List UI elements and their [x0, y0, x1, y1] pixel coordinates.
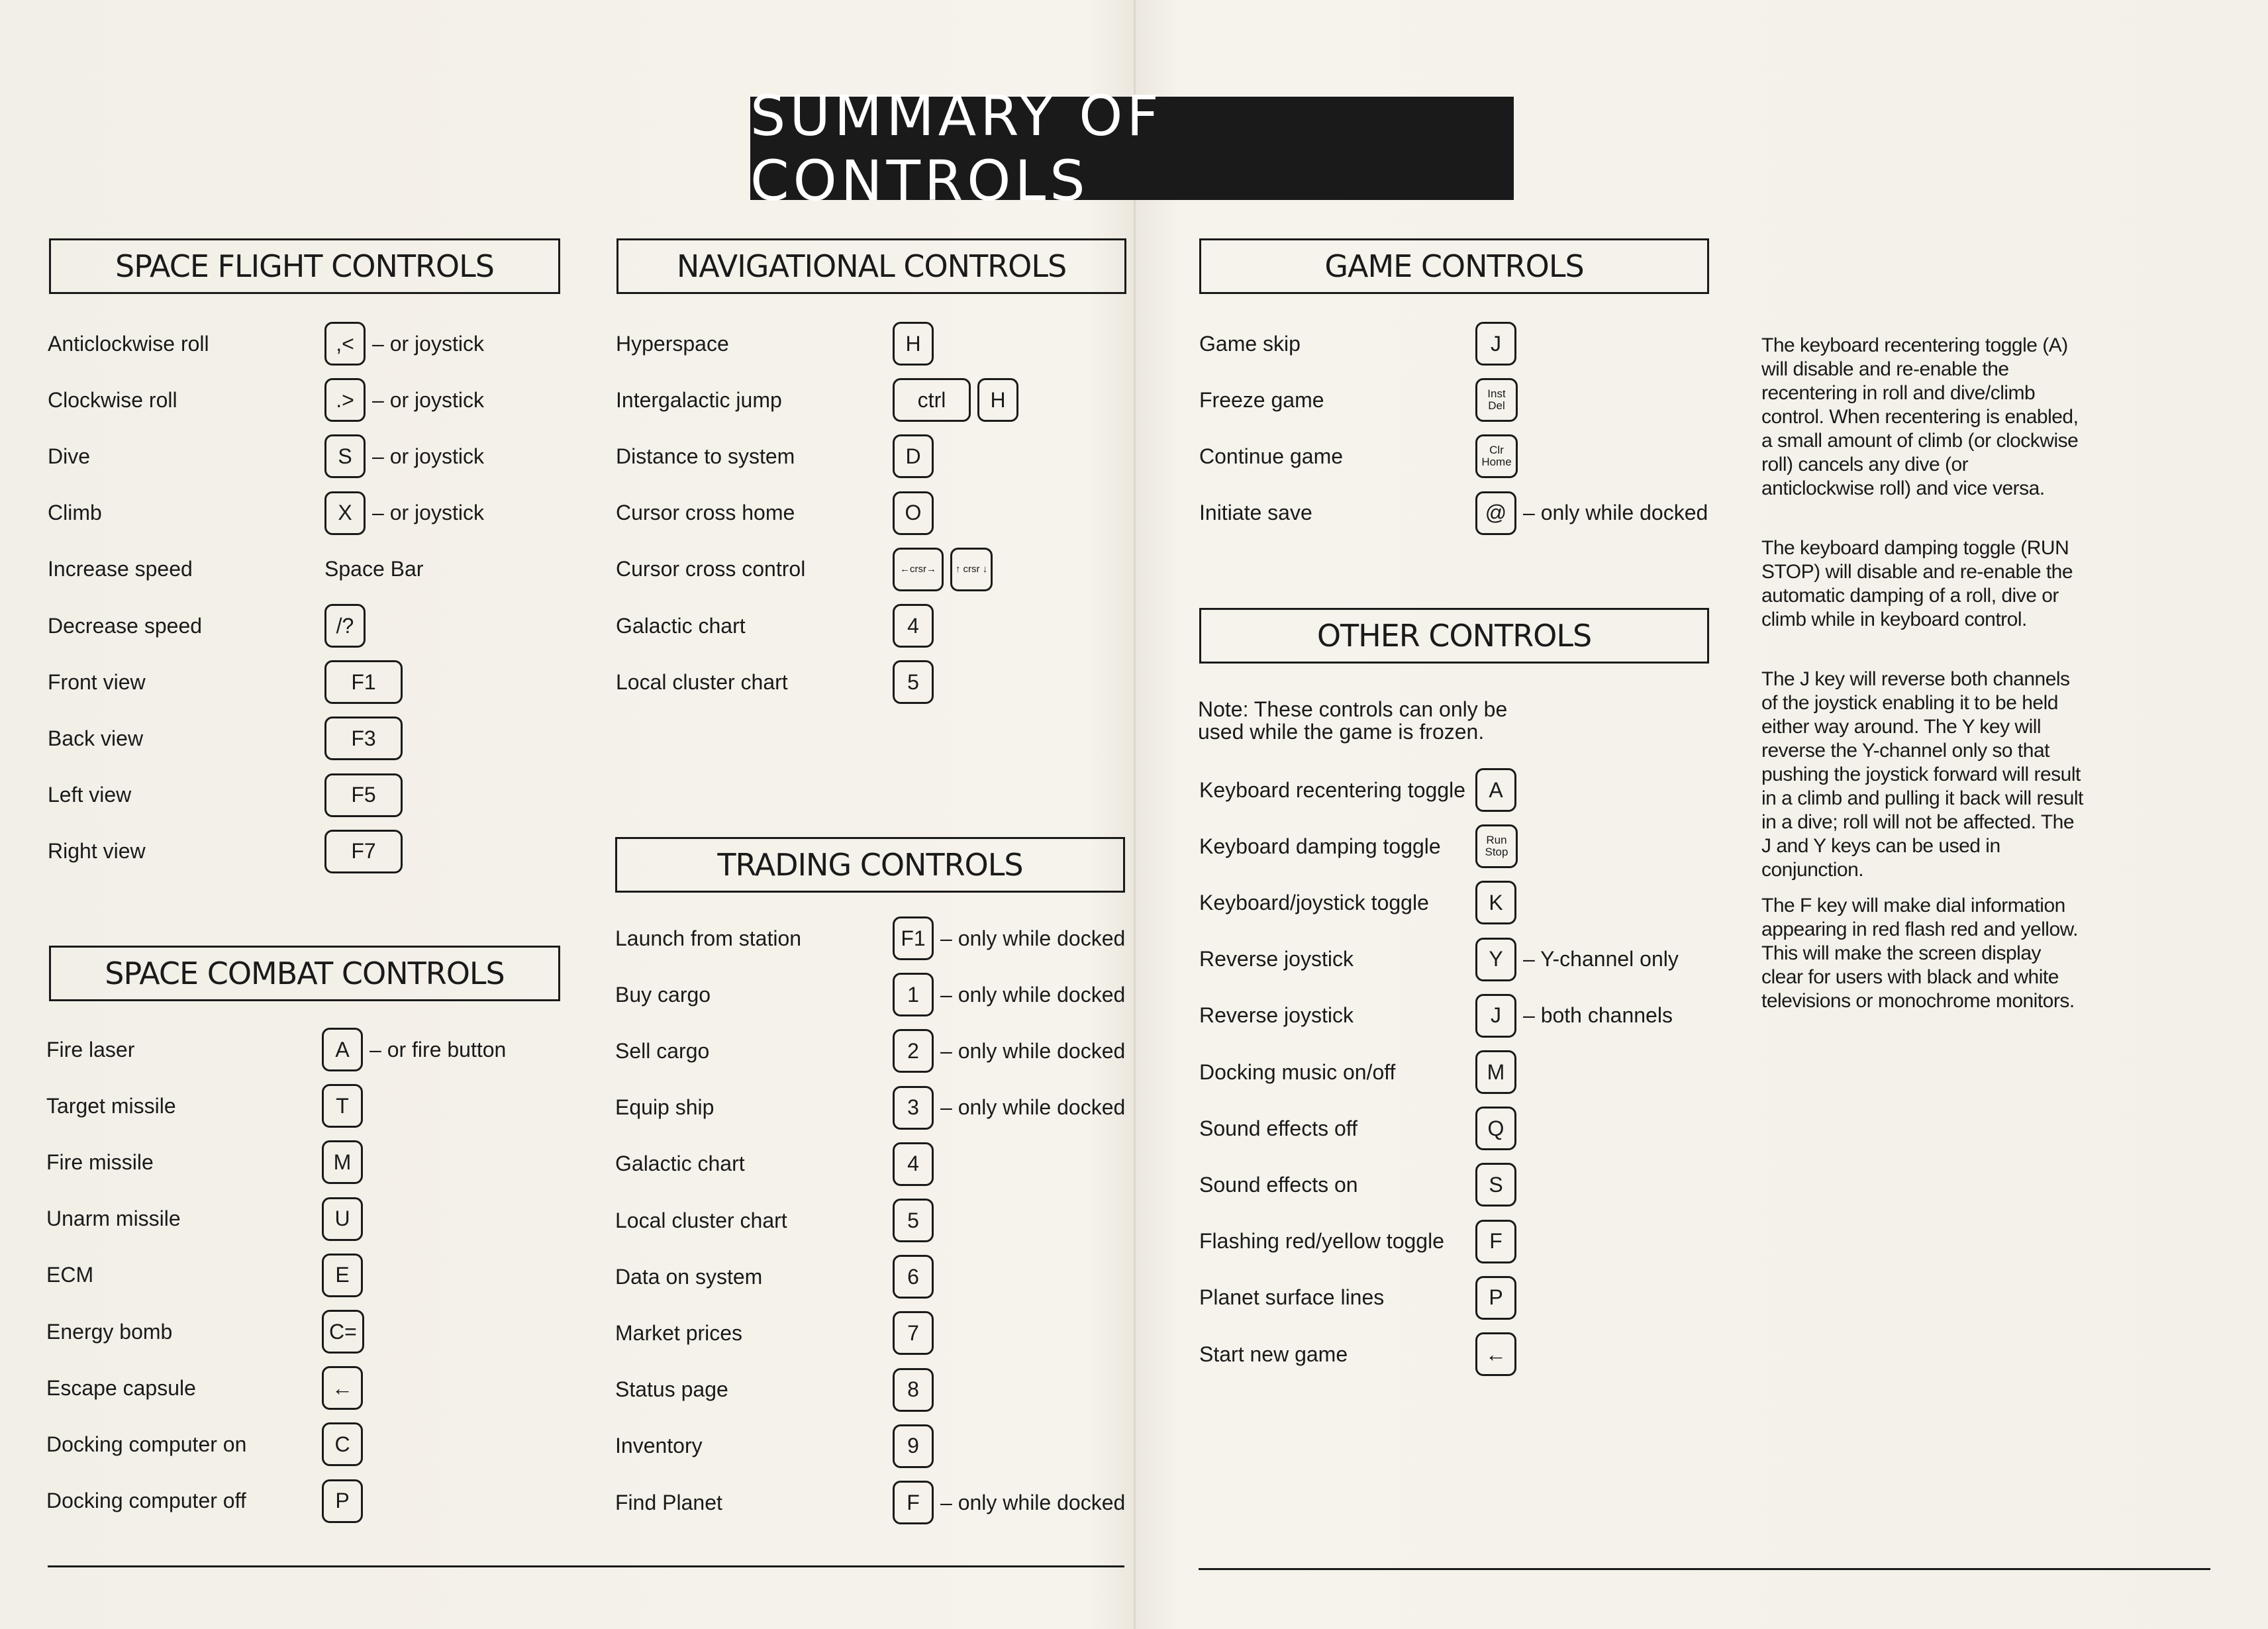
control-label: Intergalactic jump [616, 387, 782, 412]
key-cap-4: 4 [893, 1142, 934, 1186]
control-label: Fire laser [46, 1037, 135, 1061]
control-label: Local cluster chart [615, 1208, 787, 1232]
key-group [322, 1252, 370, 1299]
space-combat-title: SPACE COMBAT CONTROLS [49, 946, 560, 1001]
key-cap-7: 7 [893, 1311, 934, 1355]
navigational-title: NAVIGATIONAL CONTROLS [616, 238, 1126, 294]
key-group [893, 490, 940, 536]
space-flight-row [48, 490, 591, 536]
key-group [1475, 823, 1524, 869]
game-row [1199, 490, 1742, 536]
key-group [324, 433, 484, 479]
space-flight-row [48, 772, 591, 818]
other-title: OTHER CONTROLS [1199, 608, 1709, 664]
space-flight-row [48, 433, 591, 479]
other-row [1199, 1049, 1742, 1095]
key-cap-run-stop: Run Stop [1475, 824, 1518, 868]
key-cap-ctrl: ctrl [893, 378, 971, 422]
key-cap-o: O [893, 491, 934, 535]
key-cap-8: 8 [893, 1368, 934, 1412]
key-cap-f3: F3 [324, 716, 403, 760]
key-group [1475, 377, 1524, 423]
trading-row [615, 971, 1158, 1018]
space-flight-row [48, 546, 591, 593]
navigational-row [616, 546, 1159, 593]
key-note: – only while docked [940, 1038, 1126, 1063]
control-label: Sell cargo [615, 1038, 710, 1063]
trading-row [615, 1085, 1158, 1131]
navigational-row [616, 377, 1159, 423]
key-group [1475, 1331, 1523, 1377]
trading-row [615, 1028, 1158, 1074]
control-label: Market prices [615, 1320, 743, 1345]
key-note: – only while docked [940, 1490, 1126, 1514]
other-row [1199, 936, 1742, 983]
other-row [1199, 767, 1742, 813]
key-group [324, 659, 409, 705]
game-row [1199, 377, 1742, 423]
control-label: Anticlockwise roll [48, 331, 209, 356]
control-label: Initiate save [1199, 501, 1312, 525]
control-label: Planet surface lines [1199, 1285, 1385, 1310]
key-cap-5: 5 [893, 660, 934, 704]
game-row [1199, 433, 1742, 479]
key-cap-t: T [322, 1084, 363, 1128]
key-group [893, 433, 940, 479]
trading-row [615, 1141, 1158, 1187]
control-label: Flashing red/yellow toggle [1199, 1229, 1444, 1254]
key-group [1475, 936, 1679, 983]
key-cap-f1: F1 [893, 916, 934, 960]
control-label: Docking computer on [46, 1432, 247, 1456]
key-group [893, 1197, 940, 1244]
space-flight-row [48, 603, 591, 649]
control-label: Status page [615, 1377, 728, 1402]
key-cap-3: 3 [893, 1086, 934, 1130]
key-cap-f: F [1475, 1220, 1516, 1263]
other-row [1199, 1218, 1742, 1265]
control-label: Decrease speed [48, 613, 203, 638]
key-group [893, 1141, 940, 1187]
key-note: – or joystick [372, 387, 484, 412]
control-label: Inventory [615, 1434, 703, 1458]
control-label: Local cluster chart [616, 669, 788, 694]
control-label: Left view [48, 783, 132, 807]
paragraph-flash: The F key will make dial information appearing in red flash red and yellow. This will make the screen display clear for users with black and white televisions or monochrome monitors. [1761, 895, 2078, 1012]
key-cap-j: J [1475, 322, 1516, 366]
trading-row [615, 1367, 1158, 1413]
key-group [324, 772, 409, 818]
key-group [893, 1028, 1125, 1074]
key-group [893, 1367, 940, 1413]
key-cap-f7: F7 [324, 830, 403, 873]
control-label: Hyperspace [616, 331, 729, 356]
paragraph-recentering: The keyboard recentering toggle (A) will disable and re-enable the recentering in roll and dive/climb control. When recentering is enabled, a small amount of climb (or clockwise roll) cancels any dive (or anticlockwise roll) and vice versa. [1761, 334, 2079, 499]
key-group [324, 490, 484, 536]
key-cap-5: 5 [893, 1199, 934, 1242]
key-cap-f: F [893, 1481, 934, 1524]
space-flight-title: SPACE FLIGHT CONTROLS [49, 238, 560, 294]
key-group [1475, 1105, 1523, 1152]
key-group [322, 1365, 370, 1411]
control-label: Galactic chart [615, 1152, 745, 1176]
other-row [1199, 1331, 1742, 1377]
control-label: Back view [48, 726, 144, 750]
key-group [1475, 1049, 1523, 1095]
key-cap-a: A [322, 1028, 363, 1071]
paragraph-joystick: The J key will reverse both channels of the joystick enabling it to be held either way around. The Y key will reverse the Y-channel only so that pushing the joystick forward will result in a climb and pulling it back will result in a dive; roll will not be affected. The J and Y keys can be used in conjunction. [1761, 668, 2083, 881]
space-flight-row [48, 828, 591, 875]
space-combat-row [46, 1421, 589, 1467]
control-label: Start new game [1199, 1342, 1348, 1366]
key-cap-symbol: /? [324, 604, 366, 648]
control-label: Keyboard/joystick toggle [1199, 890, 1429, 914]
control-label: Data on system [615, 1264, 763, 1289]
key-cap-u: U [322, 1197, 363, 1241]
trading-row [615, 915, 1158, 962]
trading-row [615, 1254, 1158, 1300]
control-label: Cursor cross control [616, 557, 806, 581]
key-group [1475, 1161, 1523, 1208]
space-combat-row [46, 1083, 589, 1129]
key-note: – Y-channel only [1523, 947, 1679, 971]
key-group [893, 915, 1125, 962]
control-label: Sound effects on [1199, 1172, 1358, 1197]
key-cap-crsr: ↑ crsr ↓ [950, 548, 993, 591]
game-row [1199, 321, 1742, 367]
key-note: – both channels [1523, 1003, 1673, 1028]
key-group [893, 659, 940, 705]
key-group [1475, 879, 1523, 926]
key-note: – only while docked [940, 926, 1126, 950]
key-group [893, 377, 1025, 423]
key-cap-f1: F1 [324, 660, 403, 704]
game-title: GAME CONTROLS [1199, 238, 1709, 294]
control-label: Buy cargo [615, 982, 711, 1007]
key-cap-crsr: ←crsr→ [893, 548, 944, 591]
key-cap-d: D [893, 434, 934, 478]
other-row [1199, 993, 1742, 1039]
key-group [322, 1139, 370, 1185]
key-text: Space Bar [324, 557, 424, 581]
key-group [322, 1421, 370, 1467]
control-label: Distance to system [616, 444, 795, 468]
control-label: Freeze game [1199, 387, 1324, 412]
key-cap-2: 2 [893, 1029, 934, 1073]
control-label: Sound effects off [1199, 1116, 1357, 1140]
key-note: – or fire button [370, 1037, 507, 1061]
bottom-rule-left [48, 1565, 1124, 1567]
space-flight-row [48, 715, 591, 762]
space-combat-row [46, 1252, 589, 1299]
key-cap-symbol: ← [322, 1366, 363, 1410]
space-combat-row [46, 1026, 589, 1073]
navigational-row [616, 659, 1159, 705]
key-cap-c: C [322, 1422, 363, 1466]
key-cap-h: H [977, 378, 1018, 422]
control-label: Target missile [46, 1093, 176, 1118]
navigational-row [616, 490, 1159, 536]
control-label: Reverse joystick [1199, 1003, 1354, 1028]
navigational-row [616, 321, 1159, 367]
key-group [893, 546, 999, 593]
control-label: Dive [48, 444, 91, 468]
space-flight-row [48, 377, 591, 423]
control-label: Climb [48, 501, 102, 525]
key-group [322, 1026, 506, 1073]
key-cap-a: A [1475, 768, 1516, 812]
key-group [1475, 993, 1673, 1039]
key-group [1475, 1275, 1523, 1321]
other-row [1199, 879, 1742, 926]
key-group [893, 1085, 1125, 1131]
key-cap-m: M [1475, 1050, 1516, 1094]
key-cap-c: C= [322, 1310, 364, 1354]
key-group [322, 1083, 370, 1129]
key-group [893, 1310, 940, 1356]
trading-row [615, 1479, 1158, 1526]
key-group [1475, 490, 1708, 536]
control-label: Galactic chart [616, 613, 746, 638]
other-row [1199, 1275, 1742, 1321]
key-cap-j: J [1475, 994, 1516, 1038]
key-cap-6: 6 [893, 1255, 934, 1299]
control-label: Reverse joystick [1199, 947, 1354, 971]
key-group [324, 377, 484, 423]
key-cap-9: 9 [893, 1424, 934, 1468]
key-group [322, 1196, 370, 1242]
key-cap-s: S [324, 434, 366, 478]
key-cap-symbol: @ [1475, 491, 1516, 535]
space-combat-row [46, 1478, 589, 1524]
key-cap-inst-del: Inst Del [1475, 378, 1518, 422]
control-label: Cursor cross home [616, 501, 795, 525]
key-cap-q: Q [1475, 1107, 1516, 1150]
key-cap-clr-home: Clr Home [1475, 434, 1518, 478]
key-cap-symbol: ,< [324, 322, 366, 366]
trading-row [615, 1310, 1158, 1356]
control-label: Docking computer off [46, 1489, 246, 1513]
space-combat-row [46, 1139, 589, 1185]
navigational-row [616, 433, 1159, 479]
space-flight-row [48, 321, 591, 367]
control-label: Escape capsule [46, 1375, 196, 1400]
control-label: Find Planet [615, 1490, 722, 1514]
space-combat-row [46, 1365, 589, 1411]
key-note: – or joystick [372, 444, 484, 468]
key-group [893, 971, 1125, 1018]
key-cap-y: Y [1475, 938, 1516, 981]
control-label: Launch from station [615, 926, 802, 950]
control-label: Increase speed [48, 557, 193, 581]
key-cap-h: H [893, 322, 934, 366]
key-group [324, 321, 484, 367]
key-cap-f5: F5 [324, 773, 403, 817]
control-label: Fire missile [46, 1150, 154, 1174]
control-label: Game skip [1199, 331, 1301, 356]
other-row [1199, 1105, 1742, 1152]
key-cap-k: K [1475, 881, 1516, 924]
key-cap-e: E [322, 1254, 363, 1297]
paragraph-damping: The keyboard damping toggle (RUN STOP) will disable and re-enable the automatic damping of a roll, dive or climb while in keyboard control. [1761, 537, 2073, 630]
key-note: – or joystick [372, 501, 484, 525]
control-label: Unarm missile [46, 1207, 181, 1231]
key-cap-m: M [322, 1140, 363, 1184]
key-cap-s: S [1475, 1163, 1516, 1207]
key-note: – or joystick [372, 331, 484, 356]
control-label: Front view [48, 669, 146, 694]
bottom-rule-right [1199, 1568, 2210, 1570]
key-note: – only while docked [940, 982, 1126, 1007]
control-label: Right view [48, 839, 146, 864]
key-group [324, 603, 372, 649]
control-label: Keyboard recentering toggle [1199, 777, 1466, 802]
space-combat-row [46, 1196, 589, 1242]
key-group [893, 1423, 940, 1469]
key-note: – only while docked [1523, 501, 1708, 525]
key-cap-p: P [322, 1479, 363, 1523]
key-group [322, 1308, 371, 1355]
control-label: Docking music on/off [1199, 1060, 1396, 1084]
key-group [322, 1478, 370, 1524]
key-cap-x: X [324, 491, 366, 535]
trading-row [615, 1197, 1158, 1244]
key-group [324, 715, 409, 762]
key-group [893, 1254, 940, 1300]
key-cap-4: 4 [893, 604, 934, 648]
key-group [893, 603, 940, 649]
navigational-row [616, 603, 1159, 649]
trading-row [615, 1423, 1158, 1469]
control-label: Energy bomb [46, 1319, 173, 1344]
key-note: – only while docked [940, 1095, 1126, 1120]
key-group [324, 546, 423, 593]
key-group [893, 1479, 1125, 1526]
space-flight-row [48, 659, 591, 705]
key-group [1475, 767, 1523, 813]
control-label: Continue game [1199, 444, 1344, 468]
space-combat-row [46, 1308, 589, 1355]
other-controls-note: Note: These controls can only be used while the game is frozen. [1198, 697, 1508, 744]
control-label: Clockwise roll [48, 387, 177, 412]
key-group [324, 828, 409, 875]
key-group [1475, 321, 1523, 367]
page-title: SUMMARY OF CONTROLS [750, 97, 1514, 200]
other-row [1199, 823, 1742, 869]
trading-title: TRADING CONTROLS [615, 837, 1125, 893]
key-cap-p: P [1475, 1276, 1516, 1320]
key-cap-1: 1 [893, 973, 934, 1016]
key-cap-symbol: .> [324, 378, 366, 422]
key-group [1475, 1218, 1523, 1265]
control-label: Keyboard damping toggle [1199, 834, 1441, 858]
control-label: ECM [46, 1263, 94, 1287]
key-cap-symbol: ← [1475, 1332, 1516, 1376]
key-group [1475, 433, 1524, 479]
key-group [893, 321, 940, 367]
control-label: Equip ship [615, 1095, 715, 1120]
other-row [1199, 1161, 1742, 1208]
